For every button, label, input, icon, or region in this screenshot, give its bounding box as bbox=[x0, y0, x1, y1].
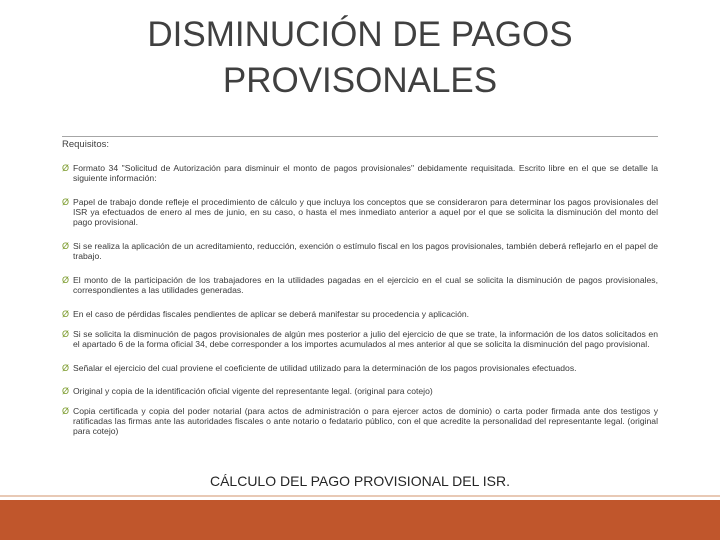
requirement-text: Original y copia de la identificación oficial vigente del representante legal. (original para cotejo) bbox=[73, 386, 433, 396]
requirement-item bbox=[62, 363, 658, 373]
requirement-text: Formato 34 "Solicitud de Autorización para disminuir el monto de pagos provisionales" debidamente requisitada. Escrito libre en el que se detalle la siguiente información: bbox=[73, 163, 658, 183]
requirement-text: En el caso de pérdidas fiscales pendientes de aplicar se deberá manifestar su procedencia y aplicación. bbox=[73, 309, 470, 319]
arrow-bullet-icon: Ø bbox=[62, 197, 70, 207]
arrow-bullet-icon: Ø bbox=[62, 386, 70, 396]
requirements-list bbox=[62, 163, 658, 436]
requirement-item bbox=[62, 406, 658, 436]
requirement-text: Copia certificada y copia del poder notarial (para actos de administración o para ejercer actos de dominio) o carta poder firmada ante dos testigos y ratificadas las firmas ante las autoridades fiscales o ante notario o fedatario público, con el que acredite la personalidad del representante legal. (original para cotejo) bbox=[73, 406, 658, 436]
section-label: Requisitos: bbox=[62, 139, 109, 150]
requirement-text: Si se realiza la aplicación de un acreditamiento, reducción, exención o estímulo fiscal en los pagos provisionales, también deberá reflejarlo en el papel de trabajo. bbox=[73, 241, 658, 261]
requirement-item bbox=[62, 241, 658, 261]
slide-title bbox=[60, 12, 660, 104]
title-divider bbox=[62, 136, 658, 137]
arrow-bullet-icon: Ø bbox=[62, 329, 70, 339]
requirement-item bbox=[62, 329, 658, 349]
requirement-text: Señalar el ejercicio del cual proviene el coeficiente de utilidad utilizado para la determinación de los pagos provisionales efectuados. bbox=[73, 363, 577, 373]
requirement-item bbox=[62, 275, 658, 295]
arrow-bullet-icon: Ø bbox=[62, 406, 70, 416]
footer-title: CÁLCULO DEL PAGO PROVISIONAL DEL ISR. bbox=[209, 473, 511, 489]
arrow-bullet-icon: Ø bbox=[62, 275, 70, 285]
requirement-item bbox=[62, 163, 658, 183]
slide-title-line-2: PROVISONALES bbox=[222, 61, 498, 100]
arrow-bullet-icon: Ø bbox=[62, 309, 70, 319]
requirement-item bbox=[62, 309, 658, 319]
arrow-bullet-icon: Ø bbox=[62, 363, 70, 373]
requirement-text: Si se solicita la disminución de pagos provisionales de algún mes posterior a julio del ejercicio de que se trate, la información de los datos solicitados en el apartado 6 de la forma oficial 34, debe corresponder a los importes acumulados al mes anterior al que se solicita la disminución del pago provisional. bbox=[73, 329, 658, 349]
accent-line bbox=[0, 495, 720, 497]
requirement-text: Papel de trabajo donde refleje el procedimiento de cálculo y que incluya los conceptos que se consideraron para determinar los pagos provisionales del ISR ya efectuados de enero al mes de junio, en su caso, o hasta el mes inmediato anterior a aquel por el que se solicita la disminución del monto del pago provisional. bbox=[73, 197, 658, 227]
accent-bar bbox=[0, 500, 720, 540]
requirement-item bbox=[62, 197, 658, 227]
requirement-item bbox=[62, 386, 658, 396]
slide-title-line-1: DISMINUCIÓN DE PAGOS bbox=[147, 15, 573, 54]
arrow-bullet-icon: Ø bbox=[62, 163, 70, 173]
requirement-text: El monto de la participación de los trabajadores en la utilidades pagadas en el ejercicio en el cual se solicita la disminución de pagos provisionales, correspondientes a las utilidades generadas. bbox=[73, 275, 658, 295]
arrow-bullet-icon: Ø bbox=[62, 241, 70, 251]
